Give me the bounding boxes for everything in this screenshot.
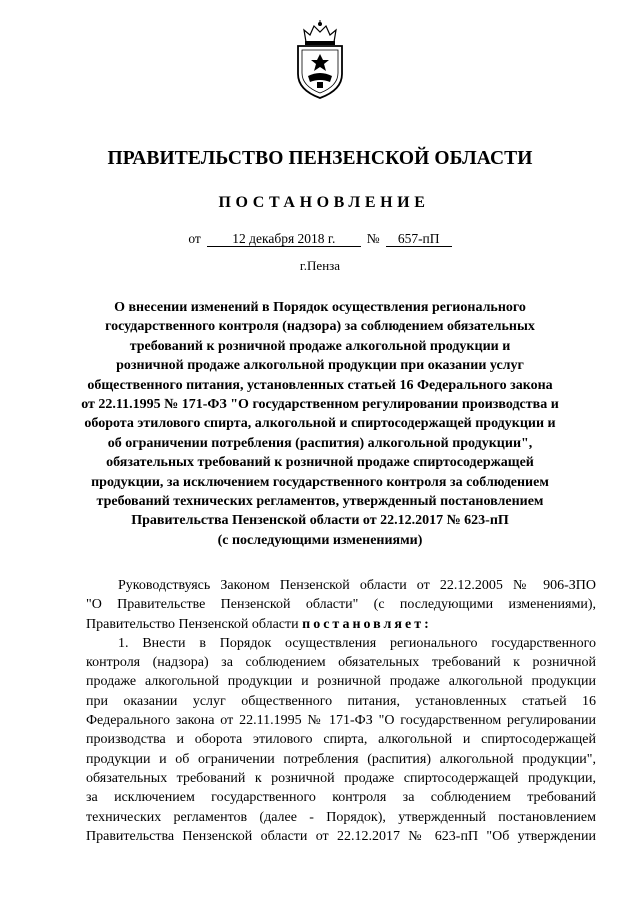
title-line: требований технических регламентов, утвержденный постановлением <box>96 494 544 510</box>
body-line: производства и оборота этилового спирта, алкогольной и спиртосодержащей <box>86 732 596 748</box>
body-text: Правительство Пензенской области <box>86 616 299 632</box>
body-line: продукции и об ограничении потребления (распития) алкогольной продукции", <box>86 751 596 767</box>
title-line: розничной продаже алкогольной продукции при оказании услуг <box>116 358 524 374</box>
title-line: общественного питания, установленных статьей 16 Федерального закона <box>87 377 553 393</box>
body-line: контроля (надзора) за соблюдением обязательных требований к розничной <box>86 655 596 671</box>
government-name: ПРАВИТЕЛЬСТВО ПЕНЗЕНСКОЙ ОБЛАСТИ <box>107 148 533 169</box>
title-line: обязательных требований к розничной продаже спиртосодержащей <box>106 455 534 471</box>
title-line: государственного контроля (надзора) за соблюдением обязательных <box>105 319 535 335</box>
title-line: оборота этилового спирта, алкогольной и спиртосодержащей продукции и <box>84 416 556 432</box>
body-line: технических регламентов (далее - Порядок), утвержденный постановлением <box>86 809 596 825</box>
title-line: об ограничении потребления (распития) алкогольной продукции", <box>107 435 533 451</box>
title-line: от 22.11.1995 № 171-ФЗ "О государственном регулировании производства и <box>81 397 559 413</box>
body-line: обязательных требований к розничной продаже спиртосодержащей продукции, <box>86 770 596 786</box>
title-line: (с последующими изменениями) <box>217 532 423 548</box>
body-line: за исключением государственного контроля за соблюдением требований <box>86 790 596 806</box>
title-line: требований к розничной продаже алкогольной продукции и <box>129 338 511 354</box>
date-prefix: от <box>188 231 201 246</box>
decision-word: постановляет: <box>302 616 432 632</box>
document-number: 657-пП <box>386 231 452 247</box>
body-line: 1. Внести в Порядок осуществления регионального государственного <box>118 635 596 651</box>
title-line: продукции, за исключением государственного контроля за соблюдением <box>91 474 549 490</box>
document-title <box>60 298 580 550</box>
city: г.Пенза <box>299 258 341 273</box>
number-prefix: № <box>366 231 380 246</box>
body-line: Руководствуясь Законом Пензенской области от 22.12.2005 № 906-ЗПО <box>118 578 596 593</box>
document-type: ПОСТАНОВЛЕНИЕ <box>218 194 430 211</box>
body-line: Федерального закона от 22.11.1995 № 171-ФЗ "О государственном регулировании <box>86 713 596 729</box>
body-line <box>86 615 596 634</box>
body-line: Правительства Пензенской области от 22.12.2017 № 623-пП "Об утверждении <box>86 828 596 844</box>
coat-of-arms-icon <box>290 20 350 100</box>
title-line: О внесении изменений в Порядок осуществления регионального <box>114 300 526 315</box>
body-line: при оказании услуг общественного питания, установленных статьей 16 <box>86 693 596 709</box>
document-body <box>86 576 596 846</box>
document-date: 12 декабря 2018 г. <box>207 231 361 247</box>
date-number-line <box>0 231 640 247</box>
body-line: продаже алкогольной продукции и розничной продаже алкогольной продукции <box>86 674 596 690</box>
title-line: Правительства Пензенской области от 22.12.2017 № 623-пП <box>131 513 509 529</box>
body-line: "О Правительстве Пензенской области" (с последующими изменениями), <box>86 597 596 613</box>
